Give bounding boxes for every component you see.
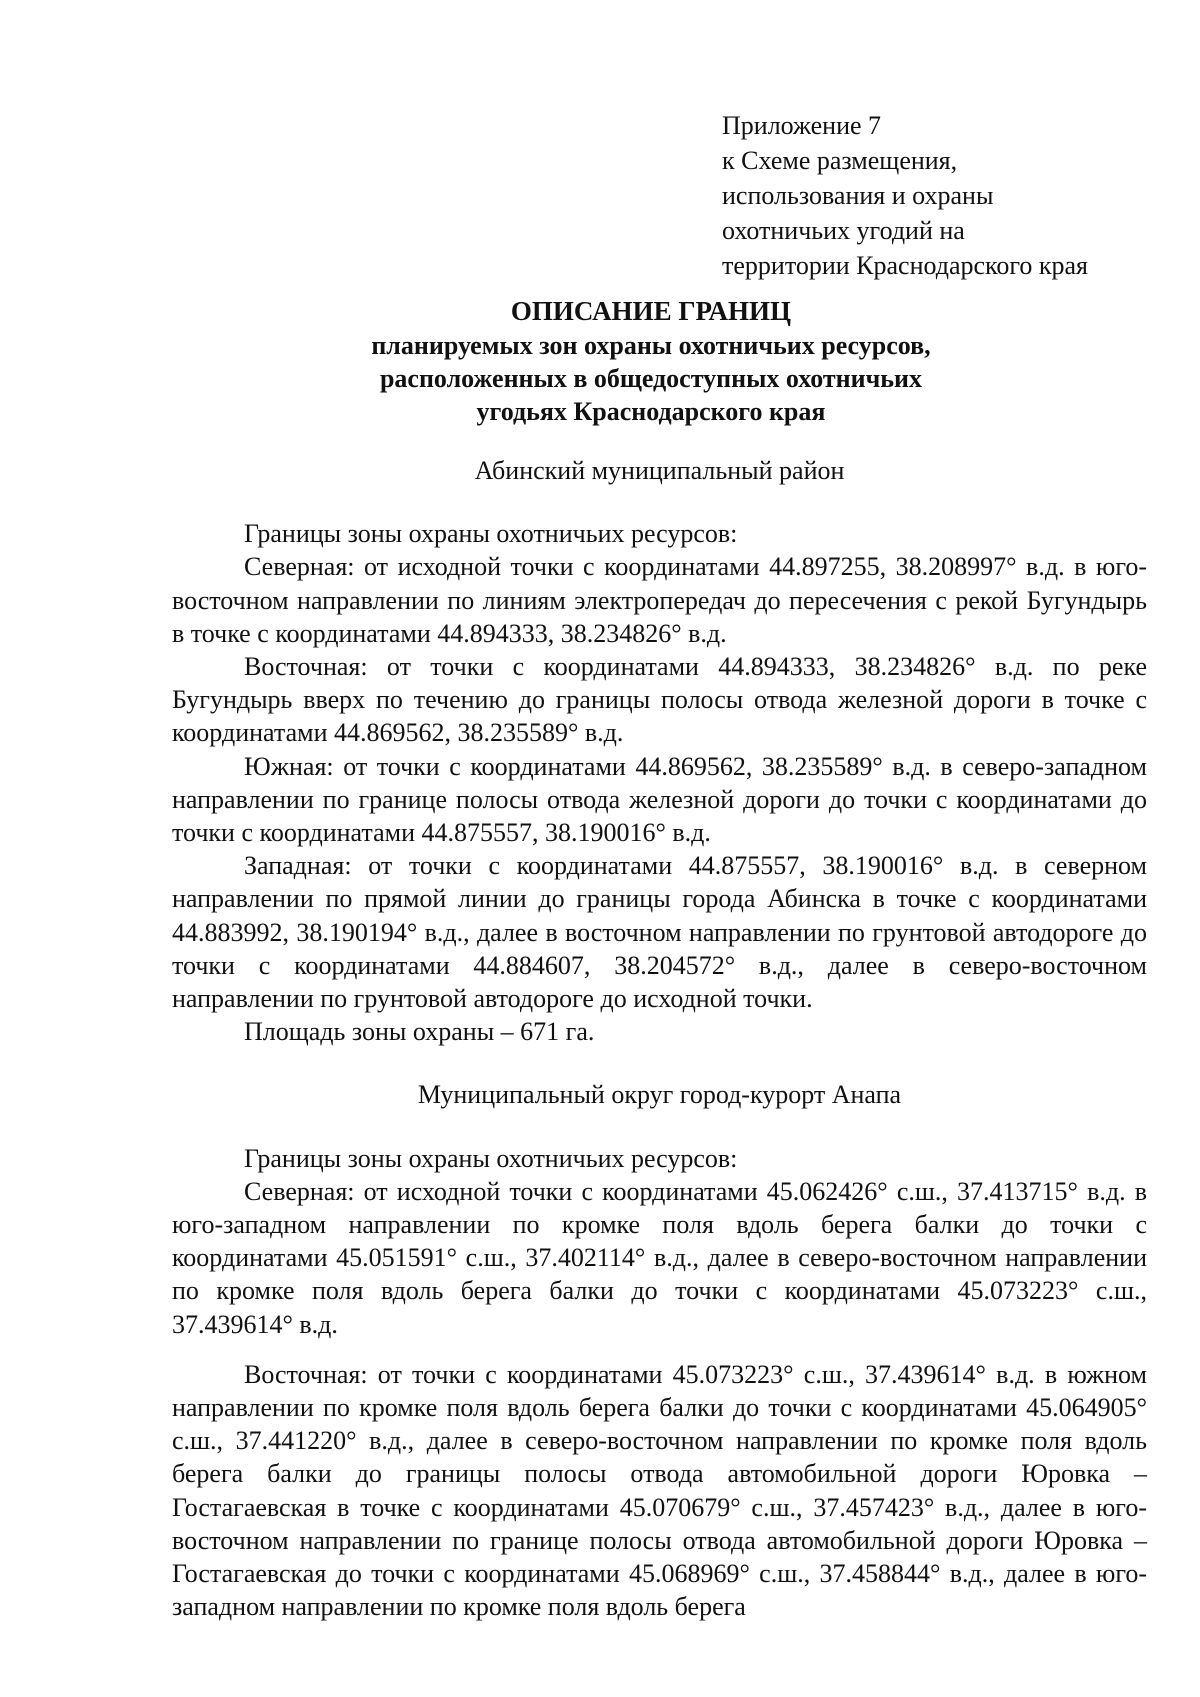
document-body: [172, 454, 1147, 1624]
section-abinsky: [172, 454, 1147, 1048]
boundary-east: Восточная: от точки с координатами 45.073223° с.ш., 37.439614° в.д. в южном направлении по кромке поля вдоль берега балки до точки с координатами 45.064905° с.ш., 37.441220° в.д., далее в северо-восточном направлении по кромке поля вдоль берега балки до границы полосы отвода автомобильной дороги Юровка – Гостагаевская в точке с координатами 45.070679° с.ш., 37.457423° в.д., далее в юго-восточном направлении по границе полосы отвода автомобильной дороги Юровка – Гостагаевская до точки с координатами 45.068969° с.ш., 37.458844° в.д., далее в юго-западном направлении по кромке поля вдоль берега: [172, 1359, 1147, 1622]
title-sub-line: угодьях Краснодарского края: [476, 397, 826, 426]
title-sub-line: планируемых зон охраны охотничьих ресурсов,: [371, 331, 931, 360]
title-main: ОПИСАНИЕ ГРАНИЦ: [510, 296, 792, 326]
annex-line: охотничьих угодий на: [722, 216, 965, 245]
document-title: [172, 294, 1130, 428]
boundary-east: Восточная: от точки с координатами 44.894333, 38.234826° в.д. по реке Бугундырь вверх по течению до границы полосы отвода железной дороги в точке с координатами 44.869562, 38.235589° в.д.: [172, 652, 1147, 748]
boundary-north: Северная: от исходной точки с координатами 44.897255, 38.208997° в.д. в юго-восточном направлении по линиям электропередач до пересечения с рекой Бугундырь в точке с координатами 44.894333, 38.234826° в.д.: [172, 552, 1147, 648]
district-title: Абинский муниципальный район: [474, 456, 845, 485]
boundary-north: Северная: от исходной точки с координатами 45.062426° с.ш., 37.413715° в.д. в юго-западном направлении по кромке поля вдоль берега балки до точки с координатами 45.051591° с.ш., 37.402114° в.д., далее в северо-восточном направлении по кромке поля вдоль берега балки до точки с координатами 45.073223° с.ш., 37.439614° в.д.: [172, 1176, 1147, 1339]
zone-area: Площадь зоны охраны – 671 га.: [244, 1017, 595, 1047]
title-sub-line: расположенных в общедоступных охотничьих: [379, 364, 923, 393]
section-heading: Границы зоны охраны охотничьих ресурсов:: [244, 519, 738, 549]
annex-line: Приложение 7: [722, 111, 882, 140]
boundary-west: Западная: от точки с координатами 44.875557, 38.190016° в.д. в северном направлении по прямой линии до границы города Абинска в точке с координатами 44.883992, 38.190194° в.д., далее в восточном направлении по грунтовой автодороге до точки с координатами 44.884607, 38.204572° в.д., далее в северо-восточном направлении по грунтовой автодороге до исходной точки.: [172, 851, 1147, 1014]
boundary-south: Южная: от точки с координатами 44.869562, 38.235589° в.д. в северо-западном направлении по границе полосы отвода железной дороги до точки с координатами до точки с координатами 44.875557, 38.190016° в.д.: [172, 751, 1147, 848]
annex-header: [722, 108, 1162, 283]
section-anapa: [172, 1078, 1147, 1623]
section-heading: Границы зоны охраны охотничьих ресурсов:: [244, 1143, 738, 1173]
annex-line: территории Краснодарского края: [722, 251, 1089, 280]
annex-line: к Схеме размещения,: [722, 146, 958, 175]
district-title: Муниципальный округ город-курорт Анапа: [417, 1080, 902, 1110]
annex-line: использования и охраны: [722, 181, 994, 210]
